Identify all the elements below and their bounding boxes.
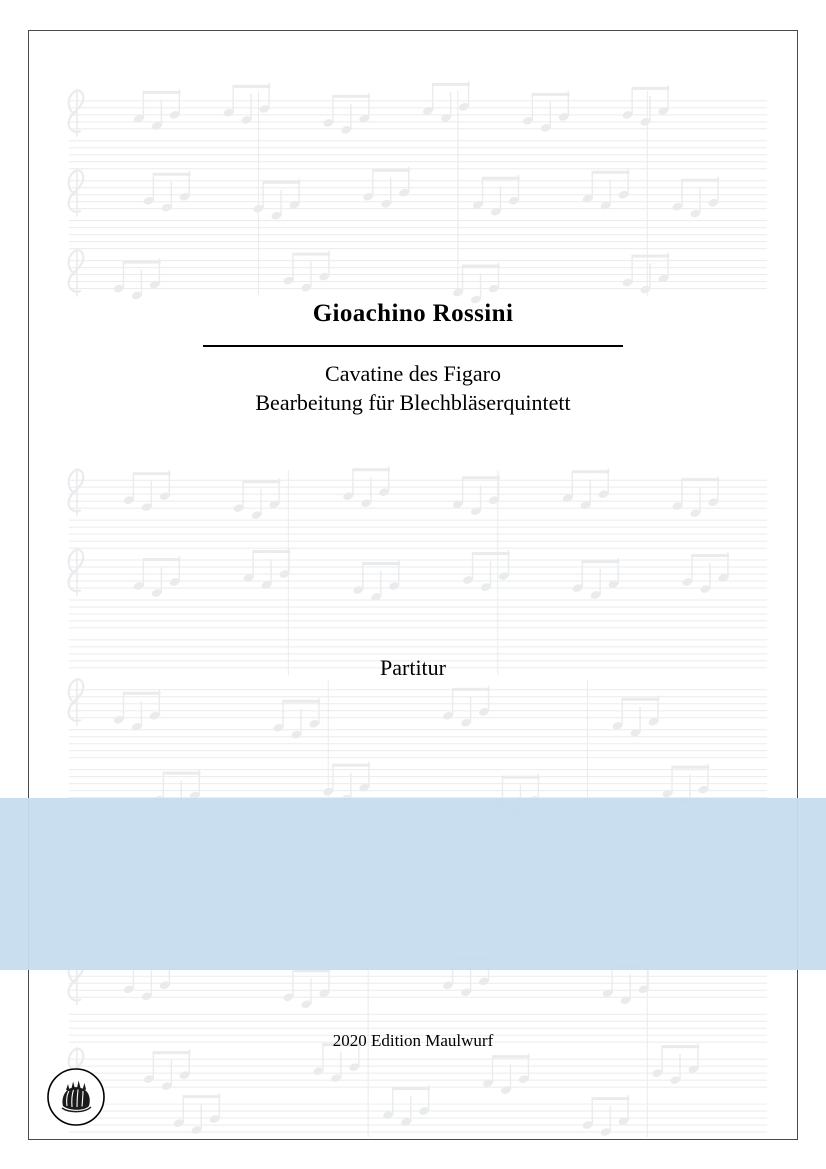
publisher-footer: 2020 Edition Maulwurf (332, 1031, 494, 1050)
title-divider (203, 345, 623, 347)
music-notation-watermark (29, 31, 797, 1139)
title-block (29, 299, 797, 417)
work-title: Cavatine des Figaro (325, 361, 501, 386)
score-title-page (28, 30, 798, 1140)
publisher-logo-icon (45, 1066, 107, 1128)
score-type-label: Partitur (380, 655, 446, 680)
arrangement-subtitle: Bearbeitung für Blechbläserquintett (255, 390, 571, 416)
composer-name: Gioachino Rossini (312, 300, 514, 327)
